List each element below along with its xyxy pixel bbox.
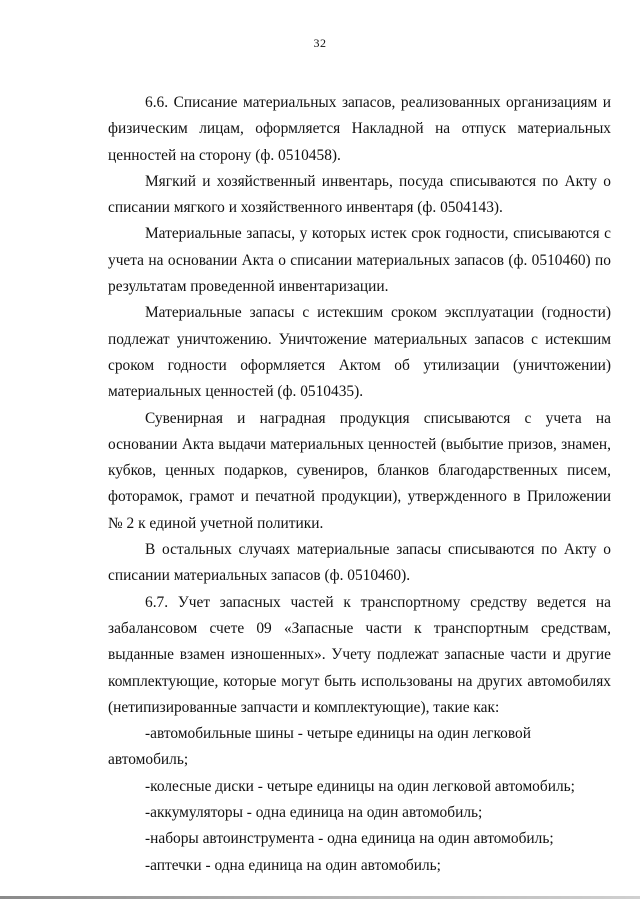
list-item: -колесные диски - четыре единицы на один легковой автомобиль; (145, 777, 575, 795)
list-item: -аптечки - одна единица на один автомобиль; (145, 856, 441, 874)
paragraph-6-7: 6.7. Учет запасных частей к транспортному средству ведется на забалансовом счете 09 «Запасные части к транспортным средствам, выданные взамен изношенных». Учету подлежат запасные части и другие комплектующие, которые могут быть использованы на других автомобилях (нетипизированные запчасти и комплектующие), такие как: (108, 593, 611, 716)
page-number: 32 (313, 36, 327, 50)
list-item: -наборы автоинструмента - одна единица на один автомобиль; (145, 830, 554, 848)
scan-bottom-edge (0, 896, 640, 899)
paragraph-souvenirs: Сувенирная и наградная продукция списываются с учета на основании Акта выдачи материальных ценностей (выбытие призов, знамен, кубков, ценных подарков, сувениров, бланков благодарственных писем, фоторамок, грамот и печатной продукции), утвержденного в Приложении № 2 к единой учетной политики. (108, 409, 611, 532)
paragraph-soft-inventory: Мягкий и хозяйственный инвентарь, посуда списываются по Акту о списании мягкого и хозяйственного инвентаря (ф. 0504143). (108, 172, 611, 217)
spare-parts-list (108, 721, 611, 879)
paragraph-other-cases: В остальных случаях материальные запасы списываются по Акту о списании материальных запасов (ф. 0510460). (108, 541, 611, 585)
paragraph-6-6: 6.6. Списание материальных запасов, реализованных организациям и физическим лицам, оформляется Накладной на отпуск материальных ценностей на сторону (ф. 0510458). (108, 94, 611, 164)
list-item: -аккумуляторы - одна единица на один автомобиль; (145, 804, 483, 822)
paragraph-disposal: Материальные запасы с истекшим сроком эксплуатации (годности) подлежат уничтожению. Уничтожение материальных запасов с истекшим сроком годности оформляется Актом об утилизации (уничтожении) материальных ценностей (ф. 0510435). (108, 304, 611, 401)
list-item: -автомобильные шины - четыре единицы на один легковой автомобиль; (108, 725, 531, 769)
document-body (108, 90, 611, 879)
paragraph-expired-materials: Материальные запасы, у которых истек срок годности, списываются с учета на основании Акта о списании материальных запасов (ф. 0510460) по результатам проведенной инвентаризации. (108, 225, 611, 296)
